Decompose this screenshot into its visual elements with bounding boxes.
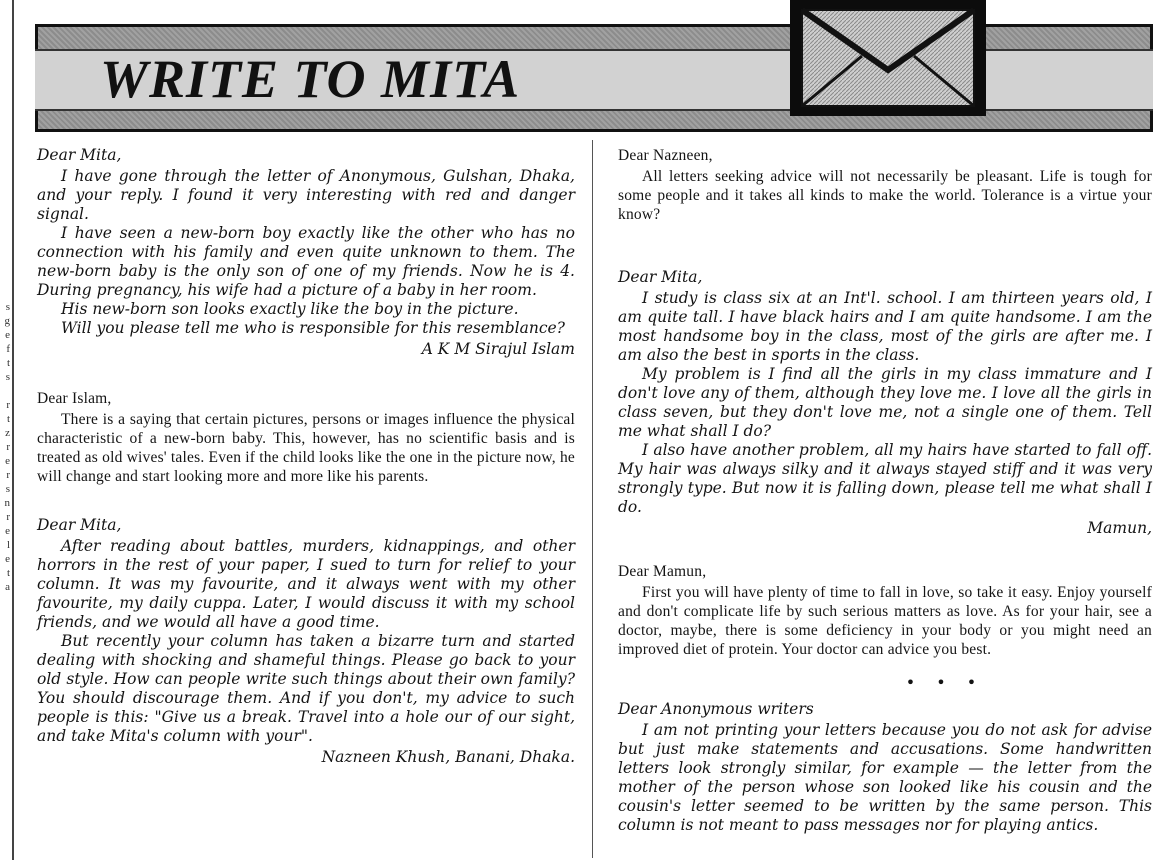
column-divider (592, 140, 593, 858)
note-salutation: Dear Anonymous writers (618, 700, 814, 718)
page-title: WRITE TO MITA (100, 49, 521, 109)
reply-to-nazneen (618, 146, 1152, 224)
letter-paragraph: My problem is I find all the girls in my class immature and I don't love any of them, although they love me. I love all the girls in class seven, but they don't love me, not a single one of them. Tell me what shall I do? (618, 365, 1152, 440)
letter-salutation: Dear Mita, (37, 146, 122, 164)
letter-signature: Mamun, (1087, 519, 1152, 537)
letter-paragraph: His new-born son looks exactly like the boy in the picture. (61, 300, 519, 318)
left-column (37, 146, 575, 767)
letter-paragraph: I have gone through the letter of Anonymous, Gulshan, Dhaka, and your reply. I found it very interesting with red and danger signal. (37, 167, 575, 223)
letter-salutation: Dear Mita, (618, 268, 703, 286)
letter-sirajul-islam (37, 146, 575, 359)
letter-paragraph: But recently your column has taken a bizarre turn and started dealing with shocking and shameful things. Please go back to your old style. How can people write such things about their own family? You should discourage them. And if you don't, my advice to such people is this: "Give us a break. Travel into a hole our of our sight, and take Mita's column with your". (37, 632, 575, 745)
note-paragraph: I am not printing your letters because you do not ask for advise but just make statements and accusations. Some handwritten letters look strongly similar, for example — the letter from the mother of the person whose son looked like his cousin and the cousin's letter seemed to be written by the same person. This column is not meant to pass messages nor for playing antics. (618, 721, 1152, 834)
right-column (618, 146, 1152, 835)
letter-signature: A K M Sirajul Islam (421, 340, 575, 358)
letter-signature: Nazneen Khush, Banani, Dhaka. (321, 748, 575, 766)
reply-paragraph: There is a saying that certain pictures, persons or images influence the physical characteristic of a new-born baby. This, however, has no scientific basis and is treated as old wives' tales. Even if the child looks like the one in the picture now, he will change and start looking more and more like his parents. (37, 411, 575, 485)
section-separator: • • • (905, 673, 985, 692)
letter-paragraph: I have seen a new-born boy exactly like the other who has no connection with his family and even quite unknown to them. The new-born baby is the only son of one of my friends. Now he is 4. During pregnancy, his wife had a picture of a baby in her room. (37, 224, 575, 299)
envelope-icon (790, 0, 986, 116)
adjacent-column-fragments: s g e f t s r t z r e r s n r e l e t a (4, 301, 10, 593)
reply-paragraph: First you will have plenty of time to fall in love, so take it easy. Enjoy yourself and don't complicate life by such serious matters as love. As for your hair, see a doctor, maybe, there is some deficiency in your body or you might need an improved diet of protein. Your doctor can advice you best. (618, 584, 1152, 658)
reply-salutation: Dear Islam, (37, 390, 112, 407)
note-to-anonymous-writers (618, 700, 1152, 835)
letter-paragraph: After reading about battles, murders, kidnappings, and other horrors in the rest of your paper, I sued to turn for relief to your column. It was my favourite, and it always went with my other favourite, my daily cuppa. Later, I would discuss it with my school friends, and we would all have a good time. (37, 537, 575, 631)
letter-salutation: Dear Mita, (37, 516, 122, 534)
letter-nazneen-khush (37, 516, 575, 767)
letter-paragraph: I also have another problem, all my hairs have started to fall off. My hair was always silky and it always stayed stiff and it was very strongly type. But now it is falling down, please tell me what shall I do. (618, 441, 1152, 516)
reply-to-mamun (618, 562, 1152, 659)
letter-mamun (618, 268, 1152, 538)
letter-paragraph: Will you please tell me who is responsible for this resemblance? (61, 319, 565, 337)
reply-salutation: Dear Mamun, (618, 563, 707, 580)
reply-to-islam (37, 389, 575, 486)
reply-paragraph: All letters seeking advice will not necessarily be pleasant. Life is tough for some people and it takes all kinds to make the world. Tolerance is a virtue your know? (618, 168, 1152, 223)
reply-salutation: Dear Nazneen, (618, 147, 713, 164)
letter-paragraph: I study is class six at an Int'l. school. I am thirteen years old, I am quite tall. I have black hairs and I am quite handsome. I am the most handsome boy in the class, most of the girls are after me. I am also the best in sports in the class. (618, 289, 1152, 364)
